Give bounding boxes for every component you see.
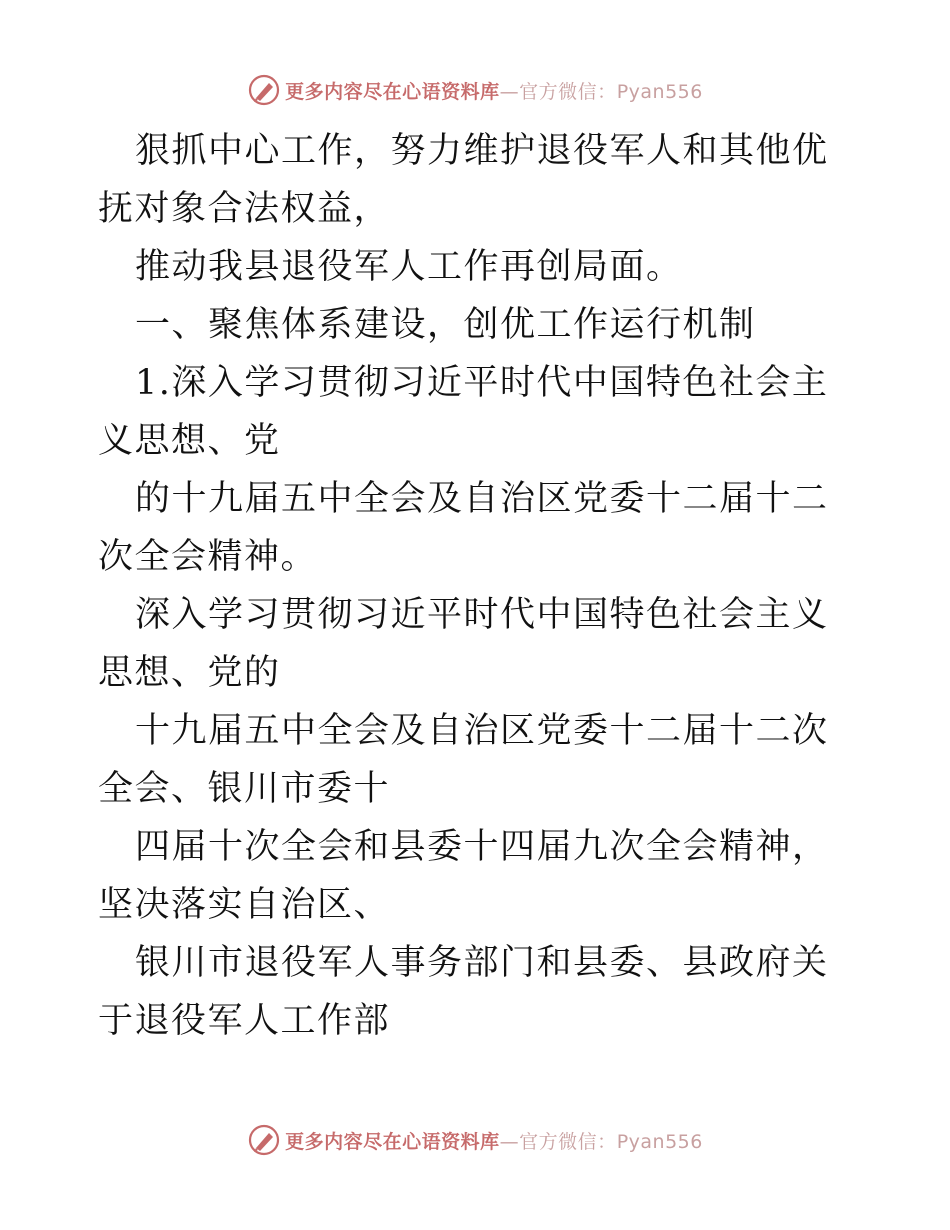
paragraph: 深入学习贯彻习近平时代中国特色社会主义思想、党的	[98, 595, 829, 693]
header-watermark	[0, 70, 950, 110]
document-body	[98, 122, 858, 1050]
paragraph: 狠抓中心工作，努力维护退役军人和其他优抚对象合法权益，	[98, 131, 829, 229]
paragraph: 四届十次全会和县委十四届九次全会精神，坚决落实自治区、	[98, 827, 829, 925]
pen-nib-icon	[247, 1123, 281, 1157]
footer-watermark	[0, 1120, 950, 1160]
watermark-wechat-label: 官方微信：	[519, 1130, 617, 1153]
section-heading: 一、聚焦体系建设，创优工作运行机制	[135, 305, 756, 345]
watermark-separator: —	[499, 1130, 520, 1153]
paragraph: 推动我县退役军人工作再创局面。	[135, 247, 683, 287]
watermark-site: 更多内容尽在心语资料库	[285, 80, 500, 103]
watermark-wechat-id: Pyan556	[616, 80, 703, 103]
watermark-site: 更多内容尽在心语资料库	[285, 1130, 500, 1153]
paragraph: 十九届五中全会及自治区党委十二届十二次全会、银川市委十	[98, 711, 829, 809]
watermark-wechat-id: Pyan556	[616, 1130, 703, 1153]
watermark-text	[285, 1127, 703, 1154]
paragraph: 的十九届五中全会及自治区党委十二届十二次全会精神。	[98, 479, 829, 577]
watermark-wechat-label: 官方微信：	[519, 80, 617, 103]
pen-nib-icon	[247, 73, 281, 107]
watermark-text	[285, 77, 703, 104]
watermark-separator: —	[499, 80, 520, 103]
paragraph: 银川市退役军人事务部门和县委、县政府关于退役军人工作部	[98, 943, 829, 1041]
paragraph: 1.深入学习贯彻习近平时代中国特色社会主义思想、党	[98, 363, 829, 461]
